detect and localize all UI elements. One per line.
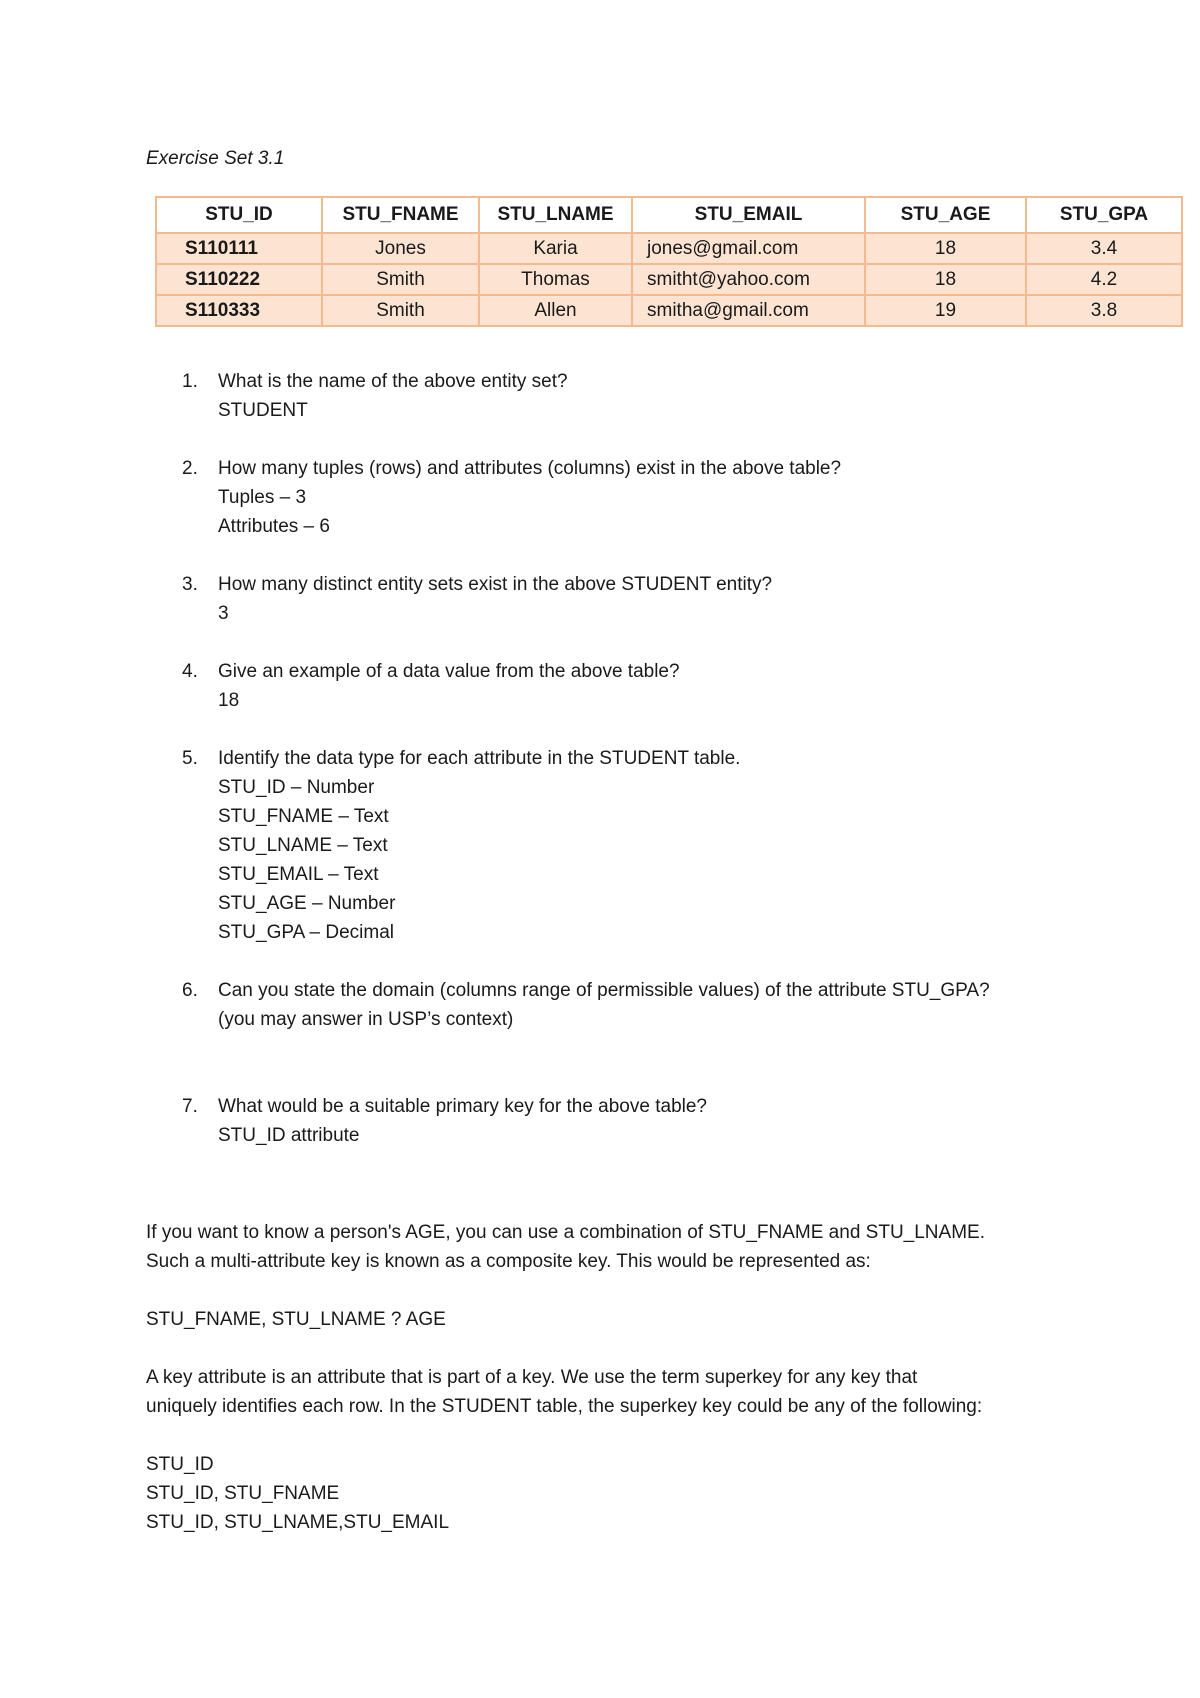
cell-stu-id: S110333 <box>156 295 322 326</box>
table-header <box>156 197 1182 233</box>
question-number: 6. <box>182 980 198 1001</box>
header-stu-id: STU_ID <box>156 197 322 233</box>
superkey-item: STU_ID, STU_FNAME <box>146 1483 340 1504</box>
answer-line: STU_ID – Number <box>218 777 375 798</box>
question-item <box>182 744 1082 947</box>
question-text: How many distinct entity sets exist in the above STUDENT entity? <box>218 574 773 595</box>
composite-key-notation <box>146 1305 1076 1334</box>
table-body <box>156 233 1182 326</box>
cell-stu-fname: Smith <box>322 295 479 326</box>
table-row <box>156 264 1182 295</box>
cell-stu-lname: Thomas <box>479 264 632 295</box>
superkey-item: STU_ID, STU_LNAME,STU_EMAIL <box>146 1512 450 1533</box>
cell-stu-email: jones@gmail.com <box>632 233 865 264</box>
table-row <box>156 233 1182 264</box>
answer-line: STU_FNAME – Text <box>218 806 389 827</box>
header-stu-gpa: STU_GPA <box>1026 197 1182 233</box>
paragraph-line: If you want to know a person's AGE, you can use a combination of STU_FNAME and STU_LNAME. <box>146 1222 985 1243</box>
exercise-title: Exercise Set 3.1 <box>146 148 285 169</box>
cell-stu-age: 19 <box>865 295 1026 326</box>
cell-stu-fname: Smith <box>322 264 479 295</box>
question-item <box>182 1092 1082 1150</box>
question-number: 3. <box>182 574 198 595</box>
cell-stu-lname: Allen <box>479 295 632 326</box>
question-number: 5. <box>182 748 198 769</box>
answer-line: 3 <box>218 603 229 624</box>
header-stu-lname: STU_LNAME <box>479 197 632 233</box>
header-stu-fname: STU_FNAME <box>322 197 479 233</box>
superkey-paragraph <box>146 1363 1076 1421</box>
paragraph-line: Such a multi-attribute key is known as a composite key. This would be represented as: <box>146 1251 871 1272</box>
table-row <box>156 295 1182 326</box>
answer-line: STU_ID attribute <box>218 1125 360 1146</box>
question-item <box>182 570 1082 628</box>
answer-line: (you may answer in USP’s context) <box>218 1009 514 1030</box>
answer-line: STU_LNAME – Text <box>218 835 388 856</box>
paragraph-line: STU_FNAME, STU_LNAME ? AGE <box>146 1309 446 1330</box>
question-item <box>182 367 1082 425</box>
question-number: 2. <box>182 458 198 479</box>
superkey-item: STU_ID <box>146 1454 214 1475</box>
question-text: How many tuples (rows) and attributes (columns) exist in the above table? <box>218 458 842 479</box>
composite-key-paragraph <box>146 1218 1076 1276</box>
cell-stu-email: smitht@yahoo.com <box>632 264 865 295</box>
question-text: What would be a suitable primary key for the above table? <box>218 1096 707 1117</box>
question-text: Identify the data type for each attribute in the STUDENT table. <box>218 748 741 769</box>
question-number: 4. <box>182 661 198 682</box>
question-number: 7. <box>182 1096 198 1117</box>
answer-line: STU_EMAIL – Text <box>218 864 379 885</box>
cell-stu-fname: Jones <box>322 233 479 264</box>
answer-line: 18 <box>218 690 240 711</box>
answer-line: Tuples – 3 <box>218 487 307 508</box>
question-item <box>182 454 1082 541</box>
cell-stu-lname: Karia <box>479 233 632 264</box>
cell-stu-gpa: 3.8 <box>1026 295 1182 326</box>
cell-stu-age: 18 <box>865 264 1026 295</box>
answer-line: STUDENT <box>218 400 308 421</box>
question-text: Give an example of a data value from the above table? <box>218 661 680 682</box>
explanation-text <box>146 1218 1076 1566</box>
superkey-list <box>146 1450 1076 1537</box>
question-text: What is the name of the above entity set? <box>218 371 568 392</box>
question-item <box>182 976 1082 1034</box>
student-table <box>155 196 1183 327</box>
table-header-row <box>156 197 1182 233</box>
answer-line: STU_GPA – Decimal <box>218 922 394 943</box>
question-list <box>182 367 1082 1179</box>
question-number: 1. <box>182 371 198 392</box>
cell-stu-id: S110222 <box>156 264 322 295</box>
cell-stu-id: S110111 <box>156 233 322 264</box>
cell-stu-age: 18 <box>865 233 1026 264</box>
header-stu-email: STU_EMAIL <box>632 197 865 233</box>
cell-stu-gpa: 4.2 <box>1026 264 1182 295</box>
cell-stu-gpa: 3.4 <box>1026 233 1182 264</box>
question-text: Can you state the domain (columns range of permissible values) of the attribute STU_GPA? <box>218 980 990 1001</box>
paragraph-line: A key attribute is an attribute that is part of a key. We use the term superkey for any key that <box>146 1367 918 1388</box>
answer-line: Attributes – 6 <box>218 516 330 537</box>
answer-line: STU_AGE – Number <box>218 893 396 914</box>
question-item <box>182 657 1082 715</box>
cell-stu-email: smitha@gmail.com <box>632 295 865 326</box>
header-stu-age: STU_AGE <box>865 197 1026 233</box>
paragraph-line: uniquely identifies each row. In the STUDENT table, the superkey key could be any of the following: <box>146 1396 983 1417</box>
